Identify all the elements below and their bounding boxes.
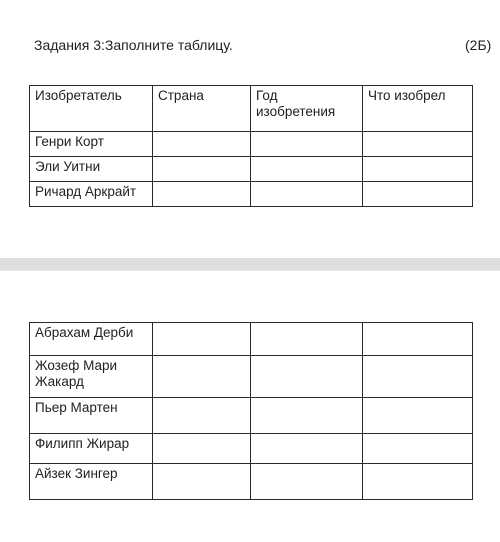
header-year: Год изобретения [251, 86, 363, 132]
country-cell[interactable] [153, 434, 251, 464]
invention-cell[interactable] [363, 356, 473, 398]
inventors-table-part-1 [29, 85, 473, 207]
inventors-table-part-2 [29, 322, 473, 500]
invention-cell[interactable] [363, 323, 473, 356]
country-cell[interactable] [153, 182, 251, 207]
table-row [30, 356, 473, 398]
inventor-cell: Абрахам Дерби [30, 323, 153, 356]
invention-cell[interactable] [363, 464, 473, 500]
invention-cell[interactable] [363, 434, 473, 464]
table-row [30, 398, 473, 434]
country-cell[interactable] [153, 157, 251, 182]
year-cell[interactable] [251, 323, 363, 356]
inventor-cell: Эли Уитни [30, 157, 153, 182]
inventor-cell: Айзек Зингер [30, 464, 153, 500]
year-cell[interactable] [251, 182, 363, 207]
inventor-cell: Пьер Мартен [30, 398, 153, 434]
header-country: Страна [153, 86, 251, 132]
task-title: Задания 3:Заполните таблицу. [34, 37, 233, 53]
inventor-cell: Филипп Жирар [30, 434, 153, 464]
task-points: (2Б) [465, 37, 492, 53]
invention-cell[interactable] [363, 132, 473, 157]
country-cell[interactable] [153, 323, 251, 356]
page-separator [0, 258, 500, 270]
invention-cell[interactable] [363, 398, 473, 434]
worksheet-page-1 [0, 0, 500, 259]
year-cell[interactable] [251, 398, 363, 434]
inventor-cell: Жозеф Мари Жакард [30, 356, 153, 398]
year-cell[interactable] [251, 132, 363, 157]
table-header-row [30, 86, 473, 132]
table-row [30, 132, 473, 157]
table-row [30, 464, 473, 500]
header-inventor: Изобретатель [30, 86, 153, 132]
table-row [30, 323, 473, 356]
table-row [30, 434, 473, 464]
table-row [30, 157, 473, 182]
country-cell[interactable] [153, 132, 251, 157]
country-cell[interactable] [153, 356, 251, 398]
inventor-cell: Генри Корт [30, 132, 153, 157]
table-row [30, 182, 473, 207]
year-cell[interactable] [251, 157, 363, 182]
country-cell[interactable] [153, 464, 251, 500]
year-cell[interactable] [251, 434, 363, 464]
year-cell[interactable] [251, 356, 363, 398]
invention-cell[interactable] [363, 182, 473, 207]
invention-cell[interactable] [363, 157, 473, 182]
header-invention: Что изобрел [363, 86, 473, 132]
country-cell[interactable] [153, 398, 251, 434]
inventor-cell: Ричард Аркрайт [30, 182, 153, 207]
year-cell[interactable] [251, 464, 363, 500]
worksheet-page-2 [0, 270, 500, 542]
